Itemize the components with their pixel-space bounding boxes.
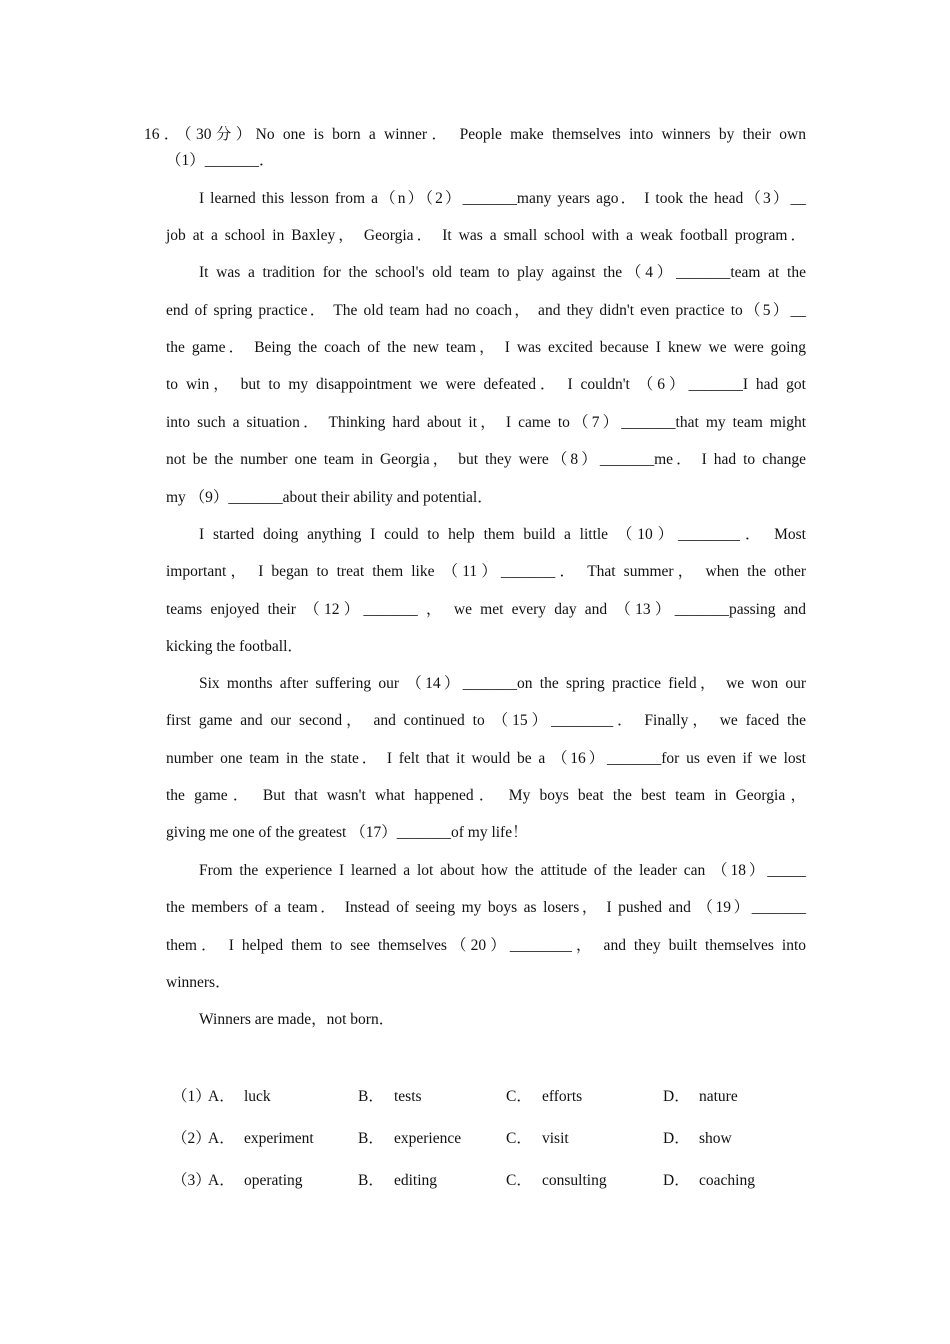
option-letter: C． [506, 1172, 532, 1189]
passage-line: into such a situation． Thinking hard about it， I came to（7）_______that my team might [166, 414, 806, 431]
passage-line: From the experience I learned a lot about how the attitude of the leader can （18）_____ [199, 862, 806, 879]
option-c[interactable] [506, 1170, 607, 1192]
passage-line: kicking the football． [166, 638, 303, 655]
option-letter: C． [506, 1088, 532, 1105]
option-letter: D． [663, 1088, 690, 1105]
option-text: coaching [699, 1172, 755, 1189]
option-d[interactable] [663, 1128, 732, 1150]
option-letter: D． [663, 1130, 690, 1147]
passage-line: important， I began to treat them like （11）_______． That summer， when the other [166, 563, 806, 580]
option-text: consulting [542, 1172, 607, 1189]
option-number: （3） [172, 1172, 211, 1189]
option-letter: B． [358, 1130, 384, 1147]
option-d[interactable] [663, 1086, 738, 1108]
passage-line: job at a school in Baxley， Georgia． It was a small school with a weak football program． [166, 227, 806, 244]
option-c[interactable] [506, 1128, 569, 1150]
option-text: visit [542, 1130, 569, 1147]
passage-line: Six months after suffering our （14）_______on the spring practice field， we won our [199, 675, 806, 692]
option-number: （2） [172, 1130, 211, 1147]
option-letter: B． [358, 1088, 384, 1105]
option-text: efforts [542, 1088, 583, 1105]
passage-line: Winners are made，not born． [199, 1011, 395, 1028]
option-text: operating [244, 1172, 303, 1189]
passage-line: the members of a team． Instead of seeing my boys as losers， I pushed and （19）_______ [166, 899, 806, 916]
passage-line: number one team in the state． I felt that it would be a （16）_______for us even if we lost [166, 750, 806, 767]
option-letter: C． [506, 1130, 532, 1147]
passage-line: It was a tradition for the school's old team to play against the（4）_______team at the [199, 264, 806, 281]
passage-line: （1）_______． [166, 152, 275, 169]
option-text: editing [394, 1172, 438, 1189]
passage-line: the game． Being the coach of the new team， I was excited because I knew we were going [166, 339, 806, 356]
option-b[interactable] [358, 1128, 461, 1150]
passage-line: end of spring practice． The old team had no coach， and they didn't even practice to（5）__ [166, 302, 806, 319]
option-letter: A． [208, 1088, 235, 1105]
question-header: 16．（30分）No one is born a winner． People make themselves into winners by their own [144, 126, 806, 143]
option-number: （1） [172, 1088, 211, 1105]
option-text: nature [699, 1088, 738, 1105]
option-d[interactable] [663, 1170, 755, 1192]
option-text: experience [394, 1130, 462, 1147]
passage-line: my （9）_______about their ability and potential． [166, 489, 493, 506]
passage-line: them． I helped them to see themselves（20）________， and they built themselves into [166, 937, 806, 954]
option-row [172, 1128, 812, 1150]
passage-line: to win， but to my disappointment we were defeated． I couldn't （6）_______I had got [166, 376, 806, 393]
option-text: tests [394, 1088, 422, 1105]
option-b[interactable] [358, 1086, 422, 1108]
option-a[interactable] [208, 1086, 271, 1108]
option-text: experiment [244, 1130, 314, 1147]
option-letter: A． [208, 1172, 235, 1189]
passage-line: giving me one of the greatest （17）_______of my life！ [166, 824, 528, 841]
passage-line: I learned this lesson from a（n）（2）_______many years ago． I took the head（3）__ [199, 190, 806, 207]
option-a[interactable] [208, 1128, 314, 1150]
passage-line: I started doing anything I could to help them build a little （10）________． Most [199, 526, 806, 543]
option-b[interactable] [358, 1170, 437, 1192]
option-letter: B． [358, 1172, 384, 1189]
option-text: show [699, 1130, 732, 1147]
option-c[interactable] [506, 1086, 582, 1108]
passage-line: the game． But that wasn't what happened． My boys beat the best team in Georgia， [166, 787, 806, 804]
passage-line: teams enjoyed their （12）_______ ， we met every day and （13）_______passing and [166, 601, 806, 618]
passage-line: winners． [166, 974, 231, 991]
passage-line: not be the number one team in Georgia， but they were（8）_______me． I had to change [166, 451, 806, 468]
option-row [172, 1086, 812, 1108]
option-letter: D． [663, 1172, 690, 1189]
option-letter: A． [208, 1130, 235, 1147]
option-text: luck [244, 1088, 271, 1105]
passage-line: first game and our second， and continued to （15）________． Finally， we faced the [166, 712, 806, 729]
option-row [172, 1170, 812, 1192]
option-a[interactable] [208, 1170, 303, 1192]
